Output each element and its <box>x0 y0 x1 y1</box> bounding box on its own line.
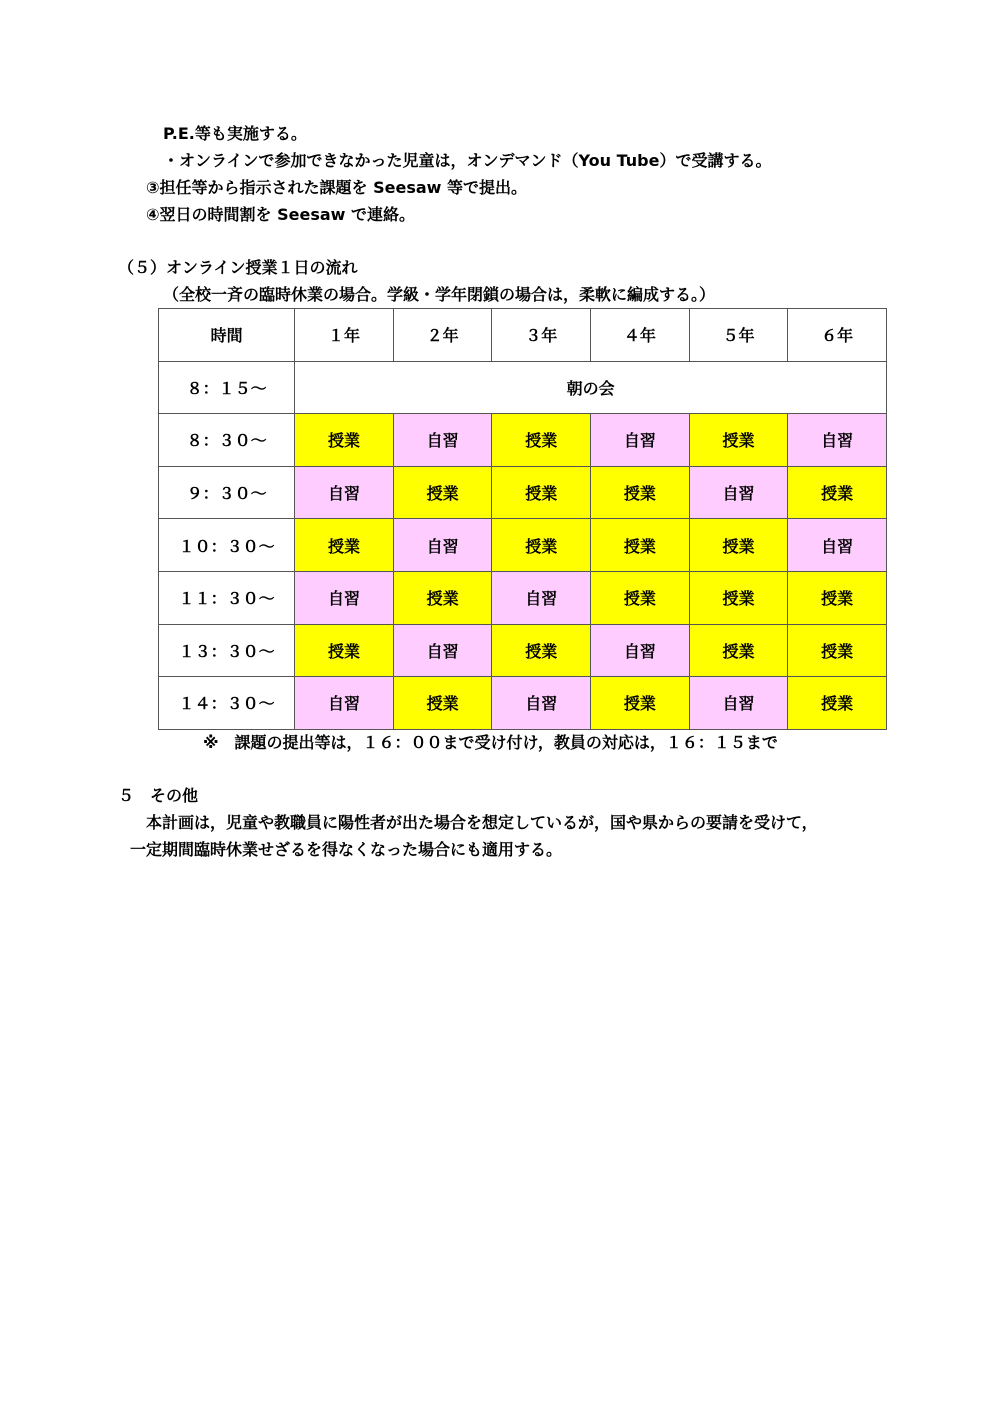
header-time: 時間 <box>159 309 295 362</box>
table-row <box>159 519 887 572</box>
header-grade-3: ３年 <box>492 309 591 362</box>
schedule-cell: 自習 <box>591 414 690 467</box>
table-row <box>159 677 887 730</box>
schedule-cell: 授業 <box>393 677 492 730</box>
schedule-cell: 自習 <box>295 466 394 519</box>
schedule-cell: 自習 <box>788 414 887 467</box>
table-row <box>159 624 887 677</box>
section5-line-2: 一定期間臨時休業せざるを得なくなった場合にも適用する。 <box>130 840 563 859</box>
schedule-cell: 授業 <box>689 519 788 572</box>
header-grade-1: １年 <box>295 309 394 362</box>
morning-meeting-cell: 朝の会 <box>295 361 887 414</box>
intro-line-2: ・オンラインで参加できなかった児童は，オンデマンド（You Tube）で受講する。 <box>163 151 772 170</box>
table-header-row <box>159 309 887 362</box>
header-grade-4: ４年 <box>591 309 690 362</box>
header-grade-5: ５年 <box>689 309 788 362</box>
time-cell: １４：３０～ <box>159 677 295 730</box>
section-note: （全校一斉の臨時休業の場合。学級・学年閉鎖の場合は，柔軟に編成する。） <box>163 285 716 304</box>
schedule-cell: 自習 <box>788 519 887 572</box>
header-grade-2: ２年 <box>393 309 492 362</box>
schedule-cell: 授業 <box>295 414 394 467</box>
schedule-cell: 授業 <box>788 624 887 677</box>
section-heading: （５）オンライン授業１日の流れ <box>118 258 358 277</box>
schedule-cell: 自習 <box>393 414 492 467</box>
schedule-cell: 自習 <box>295 677 394 730</box>
time-cell: １１：３０～ <box>159 571 295 624</box>
table-footnote: ※ 課題の提出等は，１６：００まで受け付け，教員の対応は，１６：１５まで <box>203 733 778 752</box>
schedule-cell: 授業 <box>393 571 492 624</box>
schedule-cell: 自習 <box>689 677 788 730</box>
schedule-cell: 授業 <box>492 466 591 519</box>
intro-line-3: ③担任等から指示された課題を Seesaw 等で提出。 <box>146 178 528 197</box>
time-cell: ９：３０～ <box>159 466 295 519</box>
schedule-cell: 自習 <box>393 624 492 677</box>
intro-line-1: P.E.等も実施する。 <box>163 124 307 143</box>
schedule-cell: 自習 <box>492 677 591 730</box>
schedule-cell: 授業 <box>689 571 788 624</box>
section5-heading: ５ その他 <box>118 786 199 805</box>
schedule-cell: 授業 <box>295 624 394 677</box>
schedule-cell: 授業 <box>591 571 690 624</box>
header-grade-6: ６年 <box>788 309 887 362</box>
table-row <box>159 466 887 519</box>
section5-line-1: 本計画は，児童や教職員に陽性者が出た場合を想定しているが，国や県からの要請を受けて， <box>146 813 818 832</box>
schedule-cell: 授業 <box>591 677 690 730</box>
schedule-table <box>158 308 887 730</box>
schedule-cell: 授業 <box>492 414 591 467</box>
schedule-cell: 自習 <box>492 571 591 624</box>
schedule-cell: 授業 <box>591 466 690 519</box>
schedule-cell: 自習 <box>591 624 690 677</box>
schedule-cell: 授業 <box>689 414 788 467</box>
table-row <box>159 414 887 467</box>
time-cell: １０：３０～ <box>159 519 295 572</box>
schedule-cell: 自習 <box>689 466 788 519</box>
intro-line-4: ④翌日の時間割を Seesaw で連絡。 <box>146 205 416 224</box>
morning-meeting-row <box>159 361 887 414</box>
schedule-cell: 授業 <box>689 624 788 677</box>
time-cell: １３：３０～ <box>159 624 295 677</box>
schedule-cell: 授業 <box>788 677 887 730</box>
schedule-cell: 授業 <box>591 519 690 572</box>
schedule-cell: 授業 <box>788 466 887 519</box>
schedule-cell: 授業 <box>295 519 394 572</box>
schedule-cell: 授業 <box>492 624 591 677</box>
table-row <box>159 571 887 624</box>
schedule-cell: 授業 <box>788 571 887 624</box>
time-cell: ８：３０～ <box>159 414 295 467</box>
schedule-cell: 授業 <box>393 466 492 519</box>
schedule-cell: 授業 <box>492 519 591 572</box>
schedule-cell: 自習 <box>393 519 492 572</box>
schedule-cell: 自習 <box>295 571 394 624</box>
time-cell: ８：１５～ <box>159 361 295 414</box>
